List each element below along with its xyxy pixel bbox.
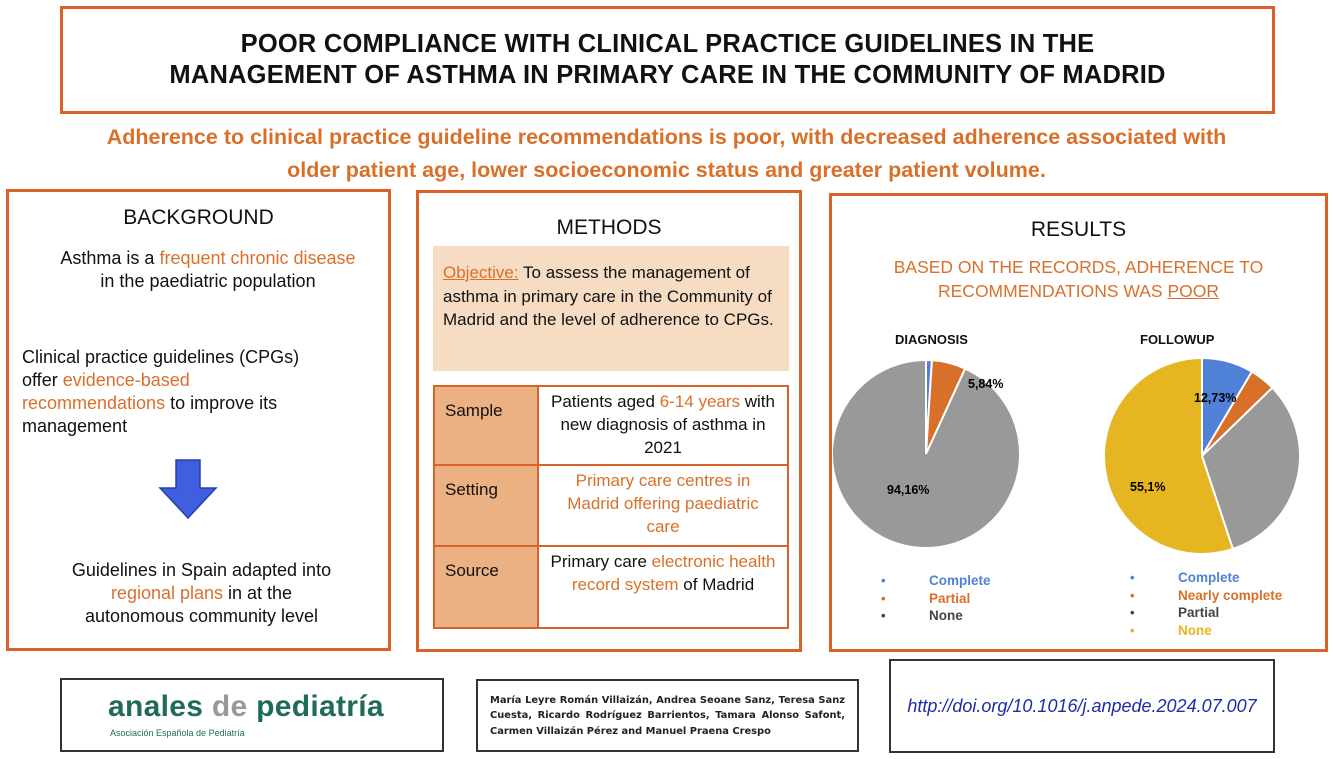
- down-arrow-icon: [156, 458, 220, 520]
- table-row: [434, 386, 788, 465]
- methods-table: [433, 385, 789, 629]
- chart-title-followup: FOLLOWUP: [1140, 332, 1215, 347]
- highlight: POOR: [1167, 280, 1219, 301]
- journal-logo: [108, 690, 384, 724]
- dot-icon: •: [1130, 622, 1135, 638]
- title-line-1: POOR COMPLIANCE WITH CLINICAL PRACTICE GUIDELINES IN THE: [240, 30, 1095, 58]
- highlight: electronic health record system: [571, 552, 776, 594]
- pie-followup: [1104, 358, 1300, 554]
- key-finding: [0, 121, 1333, 187]
- text: offer: [22, 370, 63, 390]
- text: anales: [108, 690, 212, 723]
- table-row: [434, 546, 788, 628]
- text: Asthma is a: [60, 248, 160, 268]
- legend-label: Partial: [929, 590, 971, 606]
- legend-diagnosis: [881, 572, 991, 625]
- dot-icon: •: [1130, 587, 1135, 603]
- methods-heading: METHODS: [556, 216, 662, 239]
- key-finding-line-2: older patient age, lower socioeconomic status and greater patient volume.: [287, 158, 1046, 182]
- text: in the paediatric population: [100, 271, 316, 291]
- row-label: Sample: [434, 386, 538, 465]
- background-paragraph-3: [9, 559, 394, 628]
- title-line-2: MANAGEMENT OF ASTHMA IN PRIMARY CARE IN THE COMMUNITY OF MADRID: [169, 61, 1166, 89]
- text: Clinical practice guidelines (CPGs): [22, 347, 300, 367]
- legend-followup: [1130, 569, 1282, 639]
- doi-box: [889, 659, 1275, 753]
- row-label: Source: [434, 546, 538, 628]
- highlight: 6-14 years: [659, 392, 741, 411]
- text: with new diagnosis of asthma in 2021: [560, 392, 775, 457]
- text: management: [22, 416, 128, 436]
- legend-item: [1130, 622, 1282, 640]
- legend-item: [881, 572, 991, 590]
- legend-item: [1130, 604, 1282, 622]
- text: Guidelines in Spain adapted into: [71, 560, 332, 580]
- legend-label: None: [929, 608, 963, 623]
- text: in at the: [223, 583, 293, 603]
- legend-label: Complete: [929, 573, 991, 588]
- highlight: Primary care centres in Madrid offering paediatric care: [567, 471, 759, 536]
- journal-logo-subtitle: Asociación Española de Pediatría: [110, 728, 245, 738]
- results-panel: [829, 193, 1328, 652]
- doi-link[interactable]: http://doi.org/10.1016/j.anpede.2024.07.007: [907, 695, 1257, 716]
- journal-logo-box: [60, 678, 444, 752]
- data-label: 55,1%: [1130, 480, 1166, 494]
- table-row: [434, 465, 788, 546]
- highlight: evidence-based: [62, 370, 190, 390]
- text: of Madrid: [678, 575, 755, 594]
- dot-icon: •: [1130, 570, 1135, 585]
- dot-icon: •: [881, 590, 886, 606]
- text: Primary care: [550, 552, 652, 571]
- text: Patients aged: [551, 392, 660, 411]
- legend-label: None: [1178, 622, 1212, 638]
- text: pediatría: [247, 690, 384, 723]
- highlight: recommendations: [22, 393, 166, 413]
- objective-box: [433, 246, 789, 371]
- row-value: [538, 546, 788, 628]
- data-label: 5,84%: [968, 377, 1004, 391]
- data-label: 12,73%: [1194, 391, 1237, 405]
- text: to improve its: [165, 393, 278, 413]
- text: BASED ON THE RECORDS, ADHERENCE TO: [893, 257, 1264, 277]
- text: RECOMMENDATIONS WAS: [938, 280, 1168, 301]
- row-value: [538, 386, 788, 465]
- text: de: [211, 690, 248, 723]
- legend-label: Partial: [1178, 605, 1220, 620]
- background-panel: [6, 189, 391, 651]
- data-label: 94,16%: [887, 483, 930, 497]
- authors-text: María Leyre Román Villaizán, Andrea Seoane Sanz, Teresa Sanz Cuesta, Ricardo Rodríguez Barrientos, Tamara Alonso Safont, Carmen Villaizán Pérez and Manuel Praena Crespo: [490, 695, 845, 737]
- dot-icon: •: [881, 573, 886, 588]
- legend-item: [1130, 587, 1282, 605]
- background-paragraph-1: [23, 247, 393, 293]
- legend-item: [881, 590, 991, 608]
- dot-icon: •: [1130, 605, 1135, 620]
- legend-item: [1130, 569, 1282, 587]
- methods-panel: [416, 190, 802, 652]
- background-paragraph-2: [22, 346, 382, 438]
- text: autonomous community level: [84, 606, 319, 626]
- key-finding-line-1: Adherence to clinical practice guideline recommendations is poor, with decreased adherence associated with: [106, 125, 1227, 149]
- legend-label: Complete: [1178, 570, 1240, 585]
- objective-text: To assess the management of asthma in primary care in the Community of Madrid and the level of adherence to CPGs.: [443, 263, 774, 329]
- highlight: regional plans: [110, 583, 224, 603]
- legend-item: [881, 607, 991, 625]
- objective-label: Objective:: [443, 263, 519, 282]
- chart-title-diagnosis: DIAGNOSIS: [895, 332, 968, 347]
- row-label: Setting: [434, 465, 538, 546]
- authors-box: [476, 679, 859, 752]
- background-heading: BACKGROUND: [123, 206, 274, 229]
- title-box: [60, 6, 1275, 114]
- highlight: frequent chronic disease: [159, 248, 356, 268]
- results-heading: RESULTS: [1030, 218, 1127, 241]
- dot-icon: •: [881, 608, 886, 623]
- row-value: [538, 465, 788, 546]
- legend-label: Nearly complete: [1178, 587, 1283, 603]
